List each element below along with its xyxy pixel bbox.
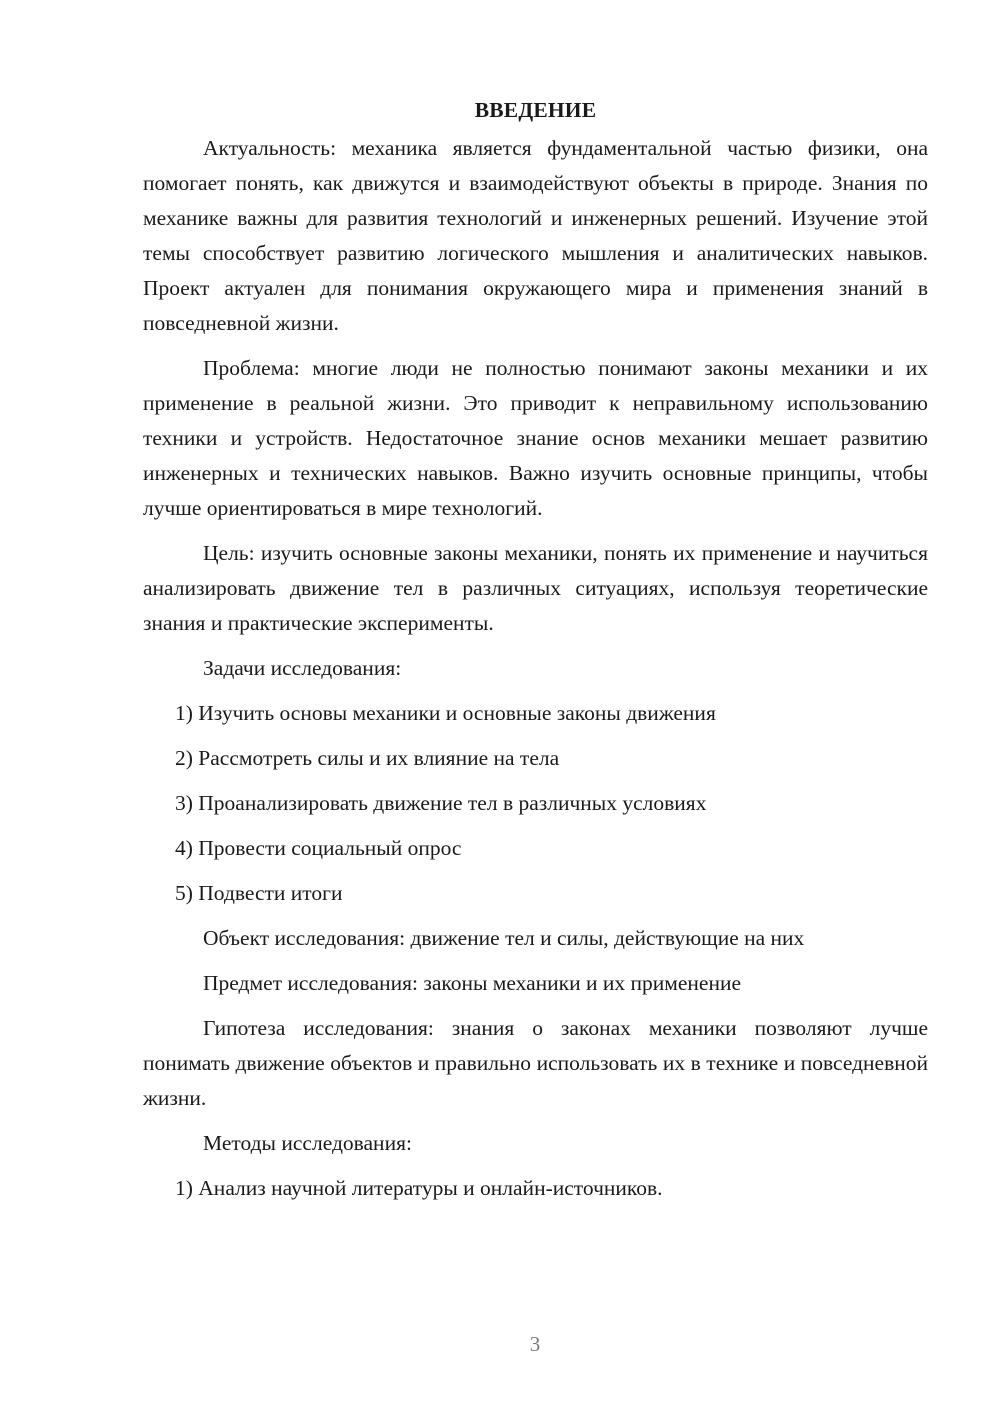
methods-list: [143, 1171, 928, 1206]
subject-line: Предмет исследования: законы механики и их применение: [203, 971, 742, 995]
page-number: 3: [529, 1332, 541, 1356]
list-item: 1) Анализ научной литературы и онлайн-источников.: [175, 1176, 663, 1200]
page-content: [143, 93, 928, 1216]
methods-heading: Методы исследования:: [203, 1131, 412, 1155]
relevance-paragraph: Актуальность: механика является фундаментальной частью физики, она помогает понять, как движутся и взаимодействуют объекты в природе. Знания по механике важны для развития технологий и инженерных решений. Изучение этой темы способствует развитию логического мышления и аналитических навыков. Проект актуален для понимания окружающего мира и применения знаний в повседневной жизни.: [143, 136, 928, 335]
tasks-heading: Задачи исследования:: [203, 656, 402, 680]
list-item: 2) Рассмотреть силы и их влияние на тела: [175, 746, 560, 770]
list-item: 3) Проанализировать движение тел в различных условиях: [175, 791, 707, 815]
goal-paragraph: Цель: изучить основные законы механики, понять их применение и научиться анализировать движение тел в различных ситуациях, используя теоретические знания и практические эксперименты.: [143, 541, 928, 635]
list-item: 1) Изучить основы механики и основные законы движения: [175, 701, 716, 725]
list-item: 4) Провести социальный опрос: [175, 836, 462, 860]
problem-paragraph: Проблема: многие люди не полностью понимают законы механики и их применение в реальной жизни. Это приводит к неправильному использованию техники и устройств. Недостаточное знание основ механики мешает развитию инженерных и технических навыков. Важно изучить основные принципы, чтобы лучше ориентироваться в мире технологий.: [143, 356, 928, 520]
hypothesis-paragraph: Гипотеза исследования: знания о законах механики позволяют лучше понимать движение объектов и правильно использовать их в технике и повседневной жизни.: [143, 1016, 928, 1110]
page-title: ВВЕДЕНИЕ: [474, 98, 597, 122]
tasks-list: [143, 696, 928, 911]
object-line: Объект исследования: движение тел и силы, действующие на них: [203, 926, 805, 950]
list-item: 5) Подвести итоги: [175, 881, 343, 905]
